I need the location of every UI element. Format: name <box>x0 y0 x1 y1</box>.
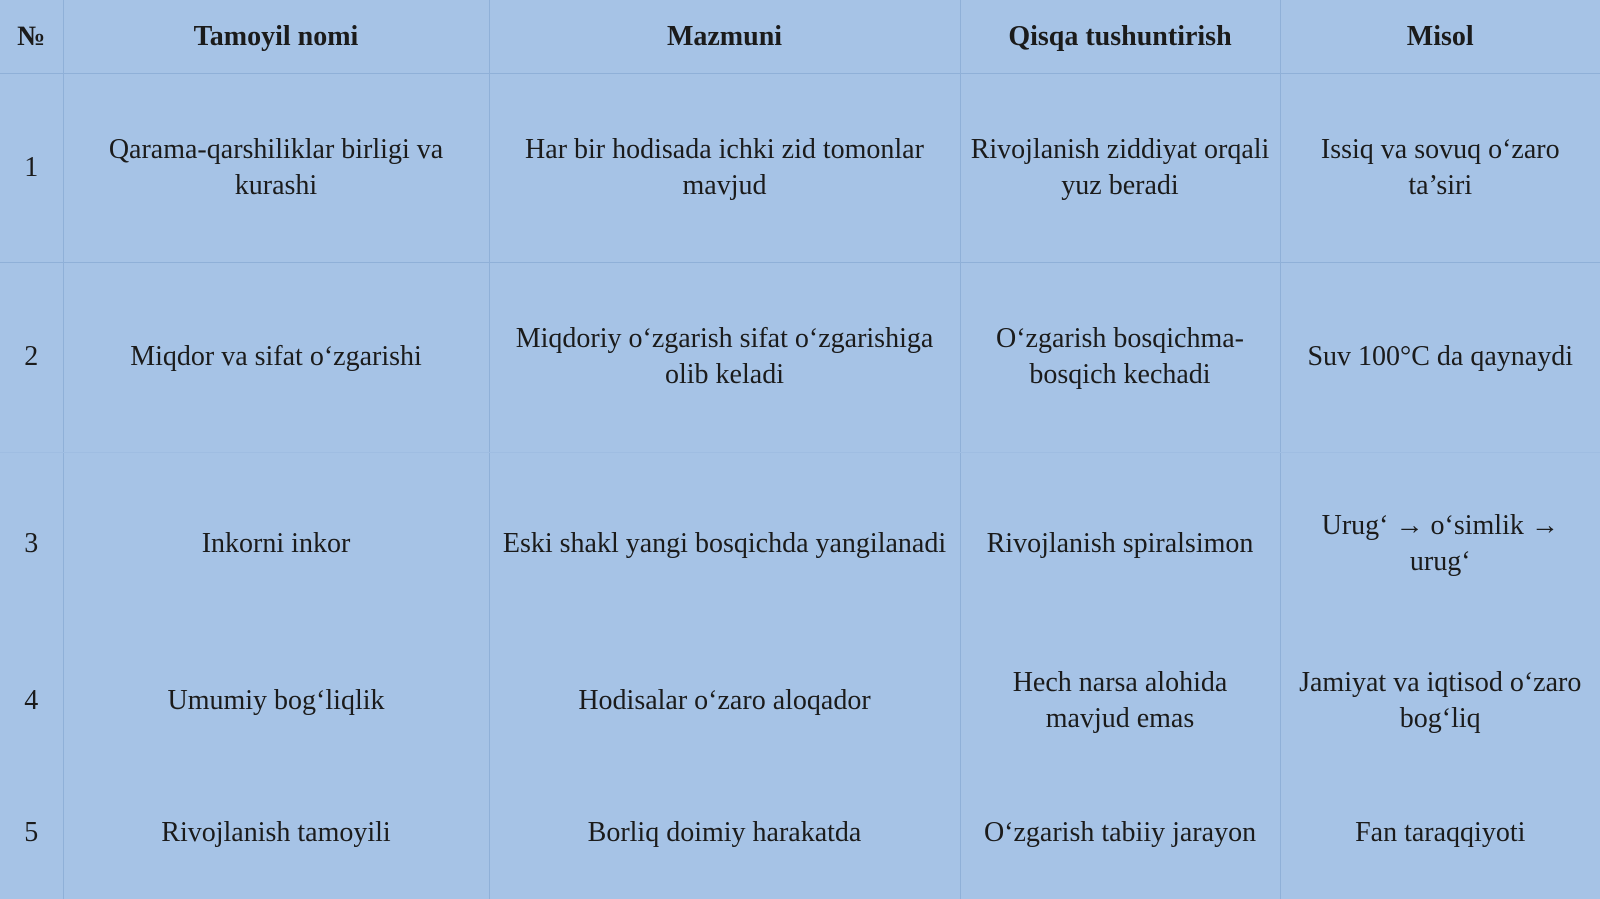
principle-name-cell: Miqdor va sifat o‘zgarishi <box>63 262 489 453</box>
row-number: 2 <box>0 262 63 453</box>
header-explanation: Qisqa tushuntirish <box>960 0 1280 74</box>
header-example: Misol <box>1280 0 1600 74</box>
content-cell: Miqdoriy o‘zgarish sifat o‘zgarishiga olib keladi <box>489 262 960 453</box>
explanation-cell: O‘zgarish tabiiy jarayon <box>960 767 1280 899</box>
header-principle-name: Tamoyil nomi <box>63 0 489 74</box>
example-cell: Suv 100°C da qaynaydi <box>1280 262 1600 453</box>
row-number: 5 <box>0 767 63 899</box>
explanation-cell: Rivojlanish spiralsimon <box>960 453 1280 636</box>
explanation-cell: O‘zgarish bosqichma-bosqich kechadi <box>960 262 1280 453</box>
content-cell: Har bir hodisada ichki zid tomonlar mavjud <box>489 74 960 263</box>
example-cell: Issiq va sovuq o‘zaro ta’siri <box>1280 74 1600 263</box>
header-number: № <box>0 0 63 74</box>
row-number: 3 <box>0 453 63 636</box>
table-row <box>0 262 1600 453</box>
row-number: 1 <box>0 74 63 263</box>
header-content: Mazmuni <box>489 0 960 74</box>
principle-name-cell: Rivojlanish tamoyili <box>63 767 489 899</box>
table-row <box>0 635 1600 767</box>
example-cell: Urug‘ → o‘simlik → urug‘ <box>1321 510 1559 578</box>
example-cell: Jamiyat va iqtisod o‘zaro bog‘liq <box>1299 667 1582 735</box>
content-cell: Eski shakl yangi bosqichda yangilanadi <box>489 453 960 636</box>
principle-name-cell: Umumiy bog‘liqlik <box>63 635 489 767</box>
table-row <box>0 767 1600 899</box>
principle-name-cell: Qarama-qarshiliklar birligi va kurashi <box>63 74 489 263</box>
content-cell: Borliq doimiy harakatda <box>489 767 960 899</box>
explanation-cell: Hech narsa alohida mavjud emas <box>960 635 1280 767</box>
table-row <box>0 453 1600 636</box>
content-cell: Hodisalar o‘zaro aloqador <box>489 635 960 767</box>
row-number: 4 <box>0 635 63 767</box>
principle-name-cell: Inkorni inkor <box>63 453 489 636</box>
table-header-row <box>0 0 1600 74</box>
explanation-cell: Rivojlanish ziddiyat orqali yuz beradi <box>960 74 1280 263</box>
table-row <box>0 74 1600 263</box>
example-cell: Fan taraqqiyoti <box>1355 817 1526 849</box>
